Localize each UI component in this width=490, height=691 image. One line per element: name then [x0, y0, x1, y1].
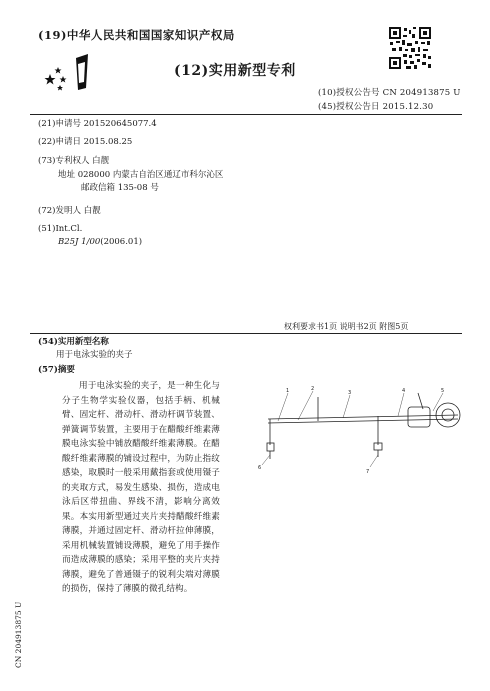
- utility-model-title: 用于电泳实验的夹子: [56, 350, 133, 360]
- int-cl-label: (51)Int.Cl.: [38, 224, 83, 234]
- patent-office-logo-icon: [36, 52, 106, 92]
- application-date: (22)申请日 2015.08.25: [38, 137, 133, 147]
- publication-date: 2015.12.30: [382, 102, 434, 112]
- section-divider: [30, 333, 462, 334]
- address-line-1: 地址 028000 内蒙古自治区通辽市科尔沁区: [58, 170, 224, 180]
- pages-info: 权利要求书1页 说明书2页 附图5页: [284, 322, 409, 331]
- inventor: (72)发明人 白靓: [38, 206, 101, 216]
- int-cl-date: (2006.01): [100, 237, 143, 247]
- side-publication-number: CN 204913875 U: [14, 601, 23, 668]
- publication-number: CN 204913875 U: [382, 88, 461, 98]
- patentee: (73)专利权人 白靓: [38, 156, 110, 166]
- publication-date-line: [318, 100, 433, 112]
- abstract-label: (57)摘要: [38, 365, 75, 375]
- drawing-label-7: 7: [366, 469, 370, 475]
- int-cl-classification: [58, 237, 142, 248]
- drawing-label-5: 5: [441, 388, 445, 394]
- publication-number-line: [318, 86, 461, 98]
- drawing-label-2: 2: [311, 386, 315, 392]
- abstract-text: 用于电泳实验的夹子，是一种生化与分子生物学实验仪器，包括手柄、机械臂、固定杆、滑动杆、滑动杆调节装置、弹簧调节装置，主要用于在醋酸纤维素薄膜电泳实验中铺放醋酸纤维素薄膜。在醋酸纤维素薄膜的铺设过程中，为防止指纹感染，取膜时一般采用戴指套或使用镊子的夹取方式，易发生感染、损伤，造成电泳后区带扭曲、界线不清，影响分离效果。本实用新型通过夹片夹持醋酸纤维素薄膜，并通过固定杆、滑动杆拉伸薄膜，采用机械装置铺设薄膜，避免了用手操作而造成薄膜的感染；采用平整的夹片夹持薄膜，避免了普通镊子的锐利尖端对薄膜的损伤，保持了薄膜的微孔结构。: [62, 381, 220, 594]
- int-cl-code: B25J 1/00: [58, 237, 101, 247]
- drawing-label-1: 1: [286, 388, 290, 394]
- qr-code-icon: [388, 26, 432, 70]
- publication-number-label: (10)授权公告号: [318, 88, 380, 98]
- document-type-title: (12)实用新型专利: [174, 63, 296, 79]
- application-number: (21)申请号 201520645077.4: [38, 119, 157, 129]
- patent-office-name: (19)中华人民共和国国家知识产权局: [38, 28, 235, 42]
- drawing-label-3: 3: [348, 390, 352, 396]
- address-line-2: 邮政信箱 135-08 号: [81, 183, 159, 193]
- drawing-label-6: 6: [258, 465, 262, 471]
- publication-date-label: (45)授权公告日: [318, 102, 380, 112]
- title-label: (54)实用新型名称: [38, 337, 109, 347]
- header-divider: [30, 114, 462, 115]
- drawing-label-4: 4: [402, 388, 406, 394]
- clamp-technical-drawing: [258, 385, 468, 475]
